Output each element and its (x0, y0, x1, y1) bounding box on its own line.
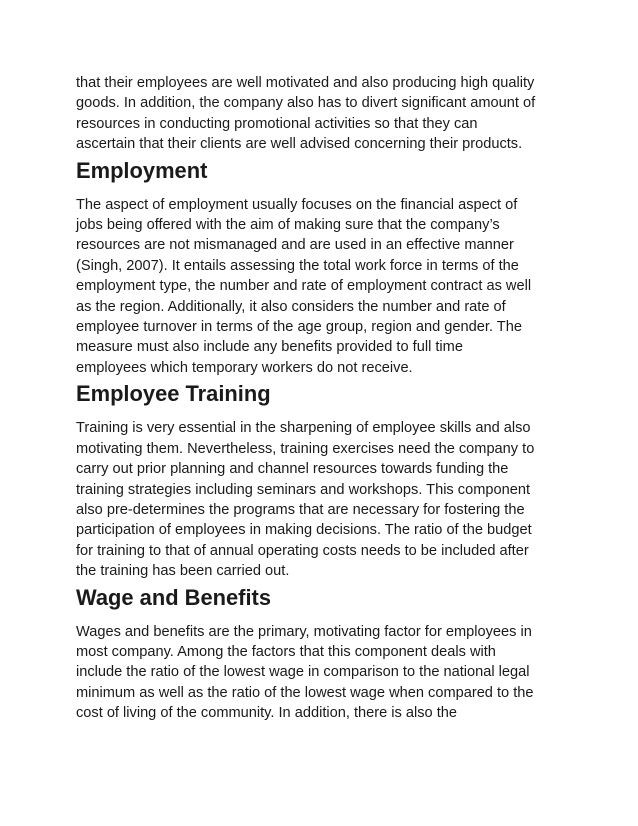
intro-paragraph (76, 73, 571, 155)
text-line: participation of employees in making decisions. The ratio of the budget (76, 522, 532, 539)
text-line: minimum as well as the ratio of the lowest wage when compared to the (76, 684, 534, 701)
section-heading-employment: Employment (76, 157, 208, 183)
text-line: most company. Among the factors that this component deals with (76, 643, 496, 660)
text-line: cost of living of the community. In addition, there is also the (76, 705, 457, 722)
text-line: as the region. Additionally, it also considers the number and rate of (76, 298, 506, 315)
text-line: motivating them. Nevertheless, training exercises need the company to (76, 440, 535, 457)
text-line: ascertain that their clients are well advised concerning their products. (76, 136, 523, 153)
text-line: also pre-determines the programs that are necessary for fostering the (76, 501, 525, 518)
text-line: employees which temporary workers do not receive. (76, 359, 413, 376)
section-heading-wage-and-benefits: Wage and Benefits (76, 584, 272, 610)
document-page (76, 73, 571, 724)
text-line: employee turnover in terms of the age group, region and gender. The (76, 319, 522, 336)
employment-paragraph (76, 195, 571, 379)
wage-and-benefits-paragraph (76, 622, 571, 724)
text-line: training strategies including seminars and workshops. This component (76, 481, 530, 498)
text-line: include the ratio of the lowest wage in comparison to the national legal (76, 664, 530, 681)
text-line: employment type, the number and rate of employment contract as well (76, 278, 532, 295)
text-line: the training has been carried out. (76, 563, 290, 580)
text-line: resources in conducting promotional activities so that they can (76, 115, 478, 132)
text-line: Wages and benefits are the primary, motivating factor for employees in (76, 623, 532, 640)
text-line: that their employees are well motivated and also producing high quality (76, 75, 535, 91)
section-heading-employee-training: Employee Training (76, 381, 271, 407)
text-line: for training to that of annual operating costs needs to be included after (76, 542, 529, 559)
employee-training-paragraph (76, 418, 571, 581)
text-line: measure must also include any benefits provided to full time (76, 339, 463, 356)
text-line: Training is very essential in the sharpening of employee skills and also (76, 420, 531, 437)
text-line: goods. In addition, the company also has to divert significant amount of (76, 95, 536, 112)
text-line: (Singh, 2007). It entails assessing the total work force in terms of the (76, 257, 519, 274)
text-line: carry out prior planning and channel resources towards funding the (76, 461, 509, 478)
text-line: resources are not mismanaged and are used in an effective manner (76, 237, 514, 254)
text-line: jobs being offered with the aim of making sure that the company’s (76, 217, 500, 234)
text-line: The aspect of employment usually focuses on the financial aspect of (76, 196, 518, 213)
